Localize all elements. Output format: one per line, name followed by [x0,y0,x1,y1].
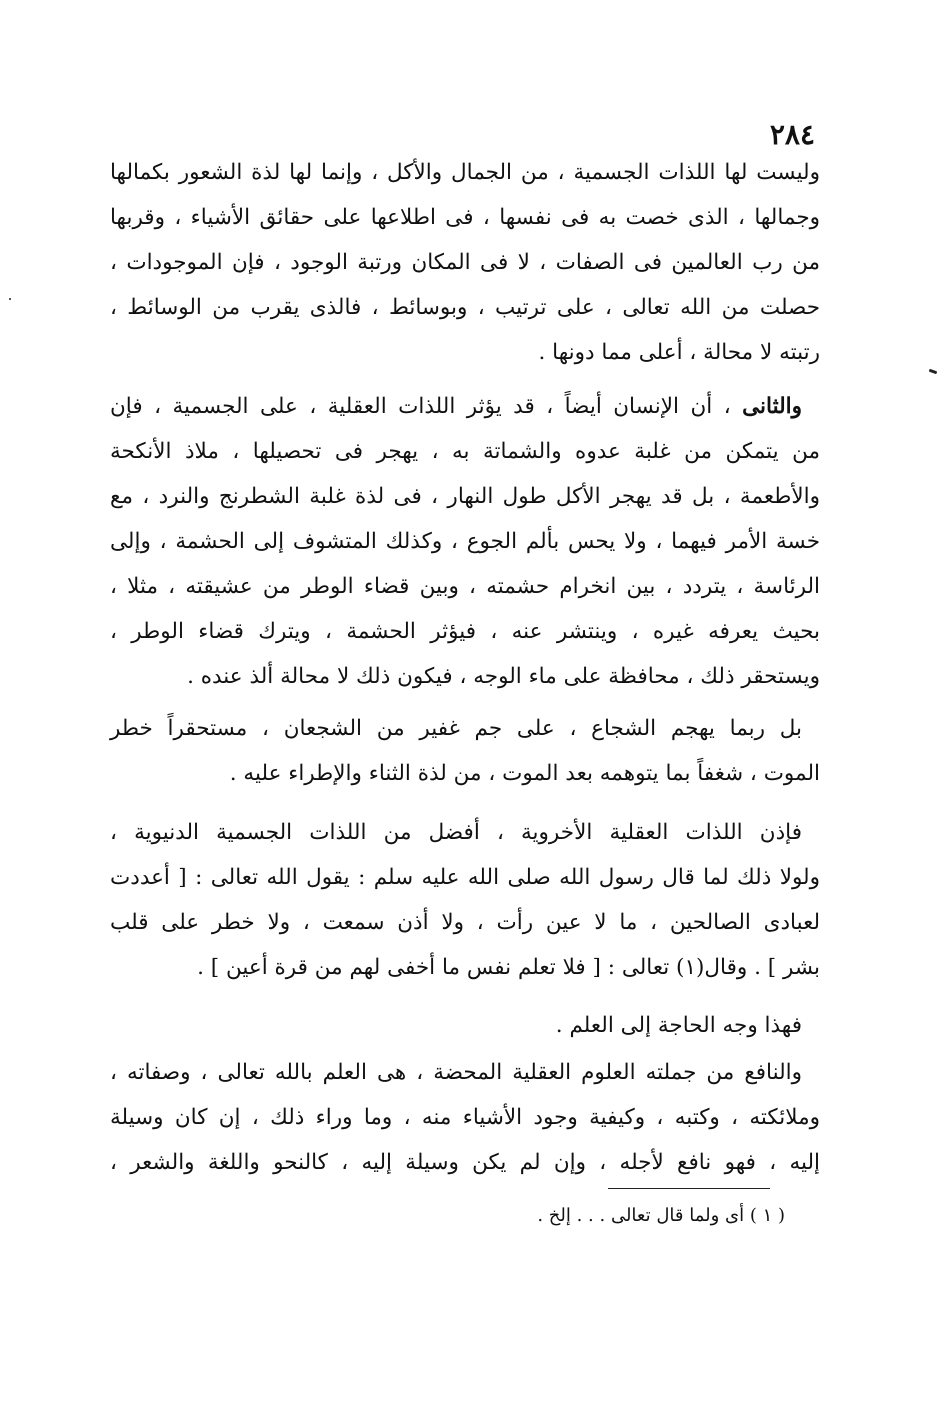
text-line: بشر ] . وقال(١) تعالى : [ فلا تعلم نفس ما أخفى لهم من قرة أعين ] . [197,955,820,980]
page-number: ٢٨٤ [769,118,815,151]
text-line: وليست لها اللذات الجسمية ، من الجمال والأكل ، وإنما لها لذة الشعور بكمالها [110,160,820,185]
text-line: فإذن اللذات العقلية الأخروية ، أفضل من اللذات الجسمية الدنيوية ، [110,820,802,845]
paragraph-lead-word: والثانى [742,394,802,419]
footnote: ( ١ ) أى ولما قال تعالى . . . إلخ . [537,1205,785,1226]
text-line: بل ربما يهجم الشجاع ، على جم غفير من الشجعان ، مستحقراً خطر [110,716,802,741]
text-line [110,384,820,429]
text-line: والنافع من جملته العلوم العقلية المحضة ، هى العلم بالله تعالى ، وصفاته ، [110,1060,802,1085]
margin-mark [929,369,938,375]
text-line: والأطعمة ، بل قد يهجر الأكل طول النهار ، فى لذة غلبة الشطرنج والنرد ، مع [110,484,820,509]
text-line: رتبته لا محالة ، أعلى مما دونها . [538,340,820,365]
text-line: حصلت من الله تعالى ، على ترتيب ، وبوسائط ، فالذى يقرب من الوسائط ، [110,295,820,320]
paragraph-4 [110,810,820,990]
text-line: وملائكته ، وكتبه ، وكيفية وجود الأشياء منه ، وما وراء ذلك ، إن كان وسيلة [110,1105,820,1130]
text-line: لعبادى الصالحين ، ما لا عين رأت ، ولا أذن سمعت ، ولا خطر على قلب [110,910,820,935]
footnote-separator [608,1188,770,1189]
text-line-rest: ، أن الإنسان أيضاً ، قد يؤثر اللذات العقلية ، على الجسمية ، فإن [110,394,743,419]
text-line: الرئاسة ، يتردد ، بين انخرام حشمته ، وبين قضاء الوطر من عشيقته ، مثلا ، [110,574,820,599]
text-line: خسة الأمر فيهما ، ولا يحس بألم الجوع ، وكذلك المتشوف إلى الحشمة ، وإلى [110,529,820,554]
margin-mark [9,298,11,300]
paragraph-5 [110,1003,820,1048]
text-line: من يتمكن من غلبة عدوه والشماتة به ، يهجر فى تحصيلها ، ملاذ الأنكحة [110,439,820,464]
text-line: الموت ، شغفاً بما يتوهمه بعد الموت ، من لذة الثناء والإطراء عليه . [229,761,820,786]
paragraph-1 [110,150,820,375]
paragraph-6 [110,1050,820,1185]
text-line: فهذا وجه الحاجة إلى العلم . [555,1013,802,1038]
text-line: بحيث يعرفه غيره ، وينتشر عنه ، فيؤثر الحشمة ، ويترك قضاء الوطر ، [110,619,820,644]
text-line: وجمالها ، الذى خصت به فى نفسها ، فى اطلاعها على حقائق الأشياء ، وقربها [110,205,820,230]
text-line: إليه ، فهو نافع لأجله ، وإن لم يكن وسيلة إليه ، كالنحو واللغة والشعر ، [110,1150,820,1175]
text-line: من رب العالمين فى الصفات ، لا فى المكان ورتبة الوجود ، فإن الموجودات ، [110,250,820,275]
text-line: ويستحقر ذلك ، محافظة على ماء الوجه ، فيكون ذلك لا محالة ألذ عنده . [187,664,820,689]
paragraph-2 [110,384,820,699]
text-line: ولولا ذلك لما قال رسول الله صلى الله عليه سلم : يقول الله تعالى : [ أعددت [110,865,820,890]
paragraph-3 [110,706,820,796]
